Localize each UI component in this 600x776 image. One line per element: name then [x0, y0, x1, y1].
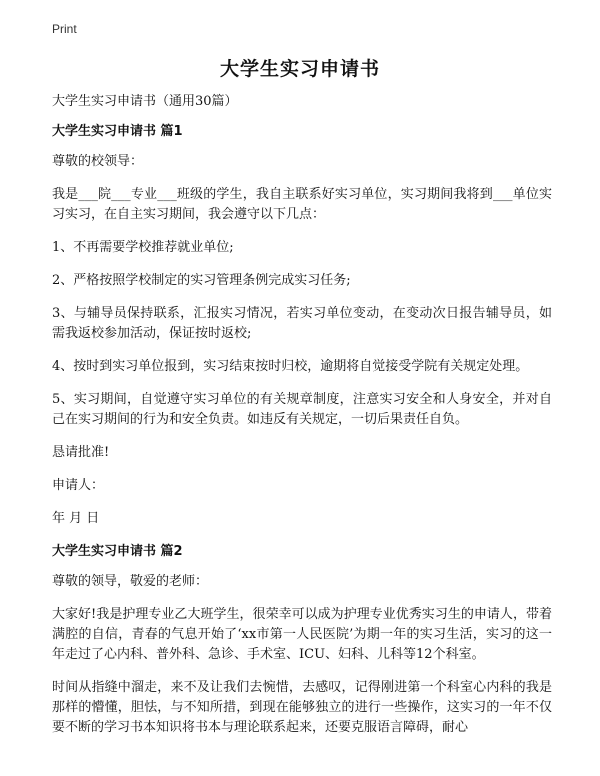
- section2-heading: 大学生实习申请书 篇2: [52, 544, 183, 559]
- section1-item-2: 2、严格按照学校制定的实习管理条例完成实习任务;: [52, 273, 351, 288]
- section1-item-3: 3、与辅导员保持联系，汇报实习情况，若实习单位变动，在变动次日报告辅导员，如需我返校参加活动，保证按时返校;: [52, 306, 552, 341]
- section1-item-1: 1、不再需要学校推荐就业单位;: [52, 240, 234, 255]
- section1-closing: 恳请批准!: [52, 445, 110, 460]
- section1-item-4: 4、按时到实习单位报到，实习结束按时归校，逾期将自觉接受学院有关规定处理。: [52, 359, 529, 374]
- section2-paragraph-1: 大家好!我是护理专业乙大班学生，很荣幸可以成为护理专业优秀实习生的申请人，带着满腔的自信，青春的气息开始了‘xx市第一人民医院’为期一年的实习生活，实习的这一年走过了心内科、普外科、急诊、手术室、ICU、妇科、儿科等12个科室。: [52, 607, 552, 662]
- section2-greeting: 尊敬的领导，敬爱的老师：: [52, 574, 209, 589]
- section1-date: 年 月 日: [52, 511, 100, 526]
- document-body: [52, 92, 552, 738]
- section1-heading: 大学生实习申请书 篇1: [52, 124, 183, 139]
- section2-paragraph-2: 时间从指缝中溜走，来不及让我们去惋惜，去感叹，记得刚进第一个科室心内科的我是那样的懵懂，胆怯，与不知所措，到现在能够独立的进行一些操作，这实习的一年不仅要不断的学习书本知识将书本与理论联系起来，还要克服语言障碍，耐心: [52, 680, 552, 735]
- section1-intro: 我是___院___专业___班级的学生，我自主联系好实习单位，实习期间我将到___单位实习实习，在自主实习期间，我会遵守以下几点：: [52, 187, 552, 222]
- page-title: 大学生实习申请书: [219, 58, 380, 80]
- section1-greeting: 尊敬的校领导：: [52, 154, 144, 169]
- section1-applicant: 申请人：: [52, 478, 105, 493]
- document-subtitle: 大学生实习申请书（通用30篇）: [52, 94, 238, 109]
- print-link[interactable]: Print: [52, 22, 77, 36]
- section1-item-5: 5、实习期间，自觉遵守实习单位的有关规章制度，注意实习安全和人身安全，并对自己在实习期间的行为和安全负责。如违反有关规定，一切后果责任自负。: [52, 392, 552, 427]
